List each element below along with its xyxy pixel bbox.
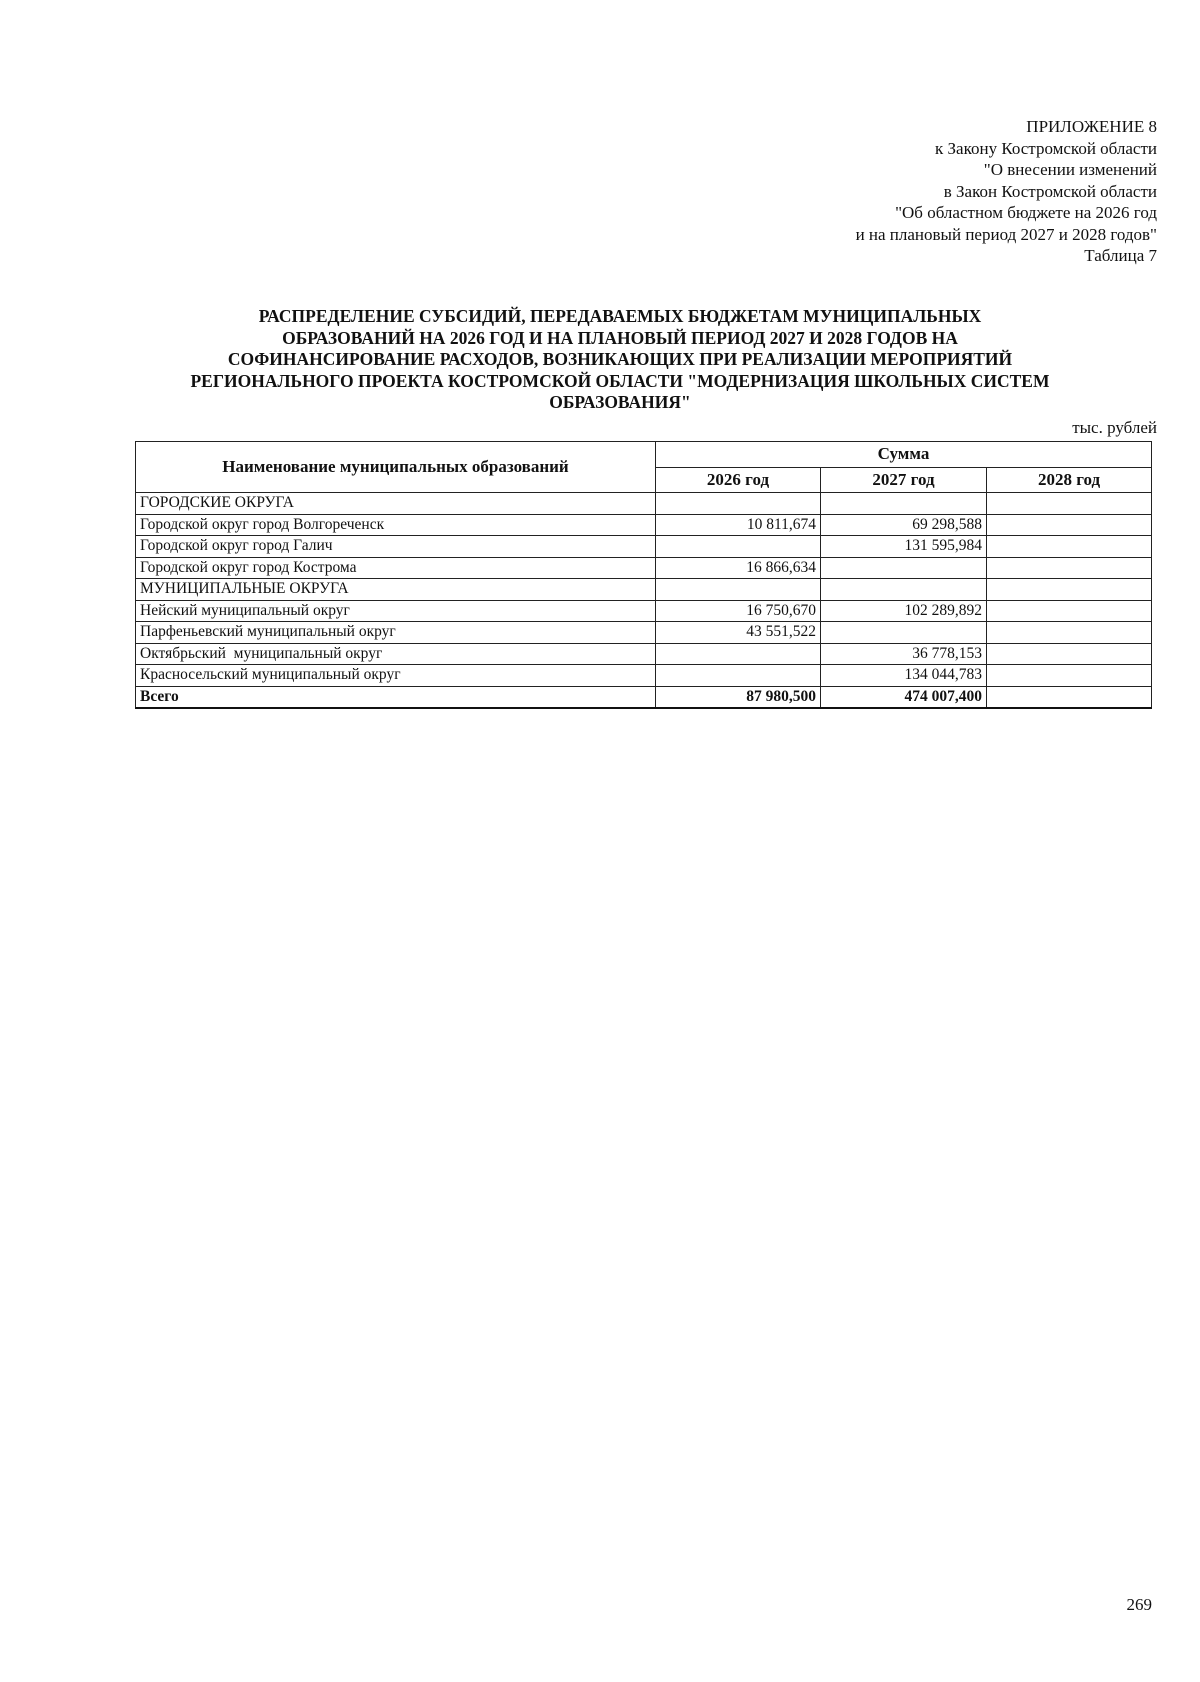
- row-value-2028: [987, 536, 1152, 558]
- table-row: [136, 622, 1152, 644]
- row-name: Городской округ город Галич: [136, 536, 656, 558]
- row-value-2026: [656, 536, 821, 558]
- row-value-2028: [987, 493, 1152, 515]
- row-value-2026: [656, 643, 821, 665]
- row-name: Городской округ город Кострома: [136, 557, 656, 579]
- appendix-header-line: ПРИЛОЖЕНИЕ 8: [1026, 117, 1157, 136]
- title-line: РЕГИОНАЛЬНОГО ПРОЕКТА КОСТРОМСКОЙ ОБЛАСТИ "МОДЕРНИЗАЦИЯ ШКОЛЬНЫХ СИСТЕМ: [190, 370, 1050, 391]
- row-value-2028: [987, 579, 1152, 601]
- row-name: Октябрьский муниципальный округ: [136, 643, 656, 665]
- appendix-header-line: "Об областном бюджете на 2026 год: [895, 203, 1157, 222]
- title-line: РАСПРЕДЕЛЕНИЕ СУБСИДИЙ, ПЕРЕДАВАЕМЫХ БЮДЖЕТАМ МУНИЦИПАЛЬНЫХ: [258, 306, 982, 326]
- appendix-header: [856, 116, 1157, 267]
- table-row: [136, 557, 1152, 579]
- row-value-2026: [656, 665, 821, 687]
- row-value-2026: 10 811,674: [656, 514, 821, 536]
- title-line: ОБРАЗОВАНИЙ НА 2026 ГОД И НА ПЛАНОВЫЙ ПЕРИОД 2027 И 2028 ГОДОВ НА: [282, 327, 958, 348]
- row-value-2028: [987, 600, 1152, 622]
- row-name: Городской округ город Волгореченск: [136, 514, 656, 536]
- row-value-2028: [987, 643, 1152, 665]
- row-value-2028: [987, 622, 1152, 644]
- title-line: ОБРАЗОВАНИЯ": [549, 392, 691, 412]
- year-header-2026: 2026 год: [656, 467, 821, 493]
- table-row: [136, 536, 1152, 558]
- row-value-2027: [821, 579, 987, 601]
- subsidy-table: [135, 441, 1152, 709]
- page-number: 269: [1126, 1595, 1152, 1614]
- row-name: Парфеньевский муниципальный округ: [136, 622, 656, 644]
- table-row: [136, 665, 1152, 687]
- document-title: [140, 306, 1100, 414]
- row-value-2026: [656, 579, 821, 601]
- appendix-header-line: "О внесении изменений: [983, 160, 1157, 179]
- total-value-2028: [987, 686, 1152, 708]
- name-column-header: Наименование муниципальных образований: [136, 442, 656, 493]
- appendix-header-line: в Закон Костромской области: [943, 181, 1157, 201]
- row-name: Нейский муниципальный округ: [136, 600, 656, 622]
- title-line: СОФИНАНСИРОВАНИЕ РАСХОДОВ, ВОЗНИКАЮЩИХ ПРИ РЕАЛИЗАЦИИ МЕРОПРИЯТИЙ: [227, 349, 1013, 369]
- row-name: МУНИЦИПАЛЬНЫЕ ОКРУГА: [136, 579, 656, 601]
- table-row: [136, 600, 1152, 622]
- table-header-row: [136, 442, 1152, 468]
- total-row: [136, 686, 1152, 708]
- table-number: Таблица 7: [1084, 246, 1157, 265]
- total-value-2026: 87 980,500: [656, 686, 821, 708]
- row-value-2027: [821, 557, 987, 579]
- row-value-2026: 16 866,634: [656, 557, 821, 579]
- row-value-2027: 134 044,783: [821, 665, 987, 687]
- total-value-2027: 474 007,400: [821, 686, 987, 708]
- table-row: [136, 493, 1152, 515]
- row-value-2026: 43 551,522: [656, 622, 821, 644]
- unit-note: тыс. рублей: [1072, 418, 1157, 437]
- row-value-2027: [821, 493, 987, 515]
- appendix-header-line: и на плановый период 2027 и 2028 годов": [855, 224, 1157, 244]
- year-header-2027: 2027 год: [821, 467, 987, 493]
- row-value-2028: [987, 665, 1152, 687]
- table-row: [136, 579, 1152, 601]
- row-value-2026: 16 750,670: [656, 600, 821, 622]
- table-row: [136, 643, 1152, 665]
- row-value-2027: 36 778,153: [821, 643, 987, 665]
- row-value-2028: [987, 514, 1152, 536]
- table-row: [136, 514, 1152, 536]
- row-value-2028: [987, 557, 1152, 579]
- year-header-2028: 2028 год: [987, 467, 1152, 493]
- row-name: Красносельский муниципальный округ: [136, 665, 656, 687]
- row-name: ГОРОДСКИЕ ОКРУГА: [136, 493, 656, 515]
- row-value-2027: [821, 622, 987, 644]
- row-value-2026: [656, 493, 821, 515]
- row-value-2027: 69 298,588: [821, 514, 987, 536]
- appendix-header-line: к Закону Костромской области: [935, 138, 1157, 158]
- row-value-2027: 102 289,892: [821, 600, 987, 622]
- row-value-2027: 131 595,984: [821, 536, 987, 558]
- sum-column-header: Сумма: [656, 442, 1152, 468]
- total-label: Всего: [136, 686, 656, 708]
